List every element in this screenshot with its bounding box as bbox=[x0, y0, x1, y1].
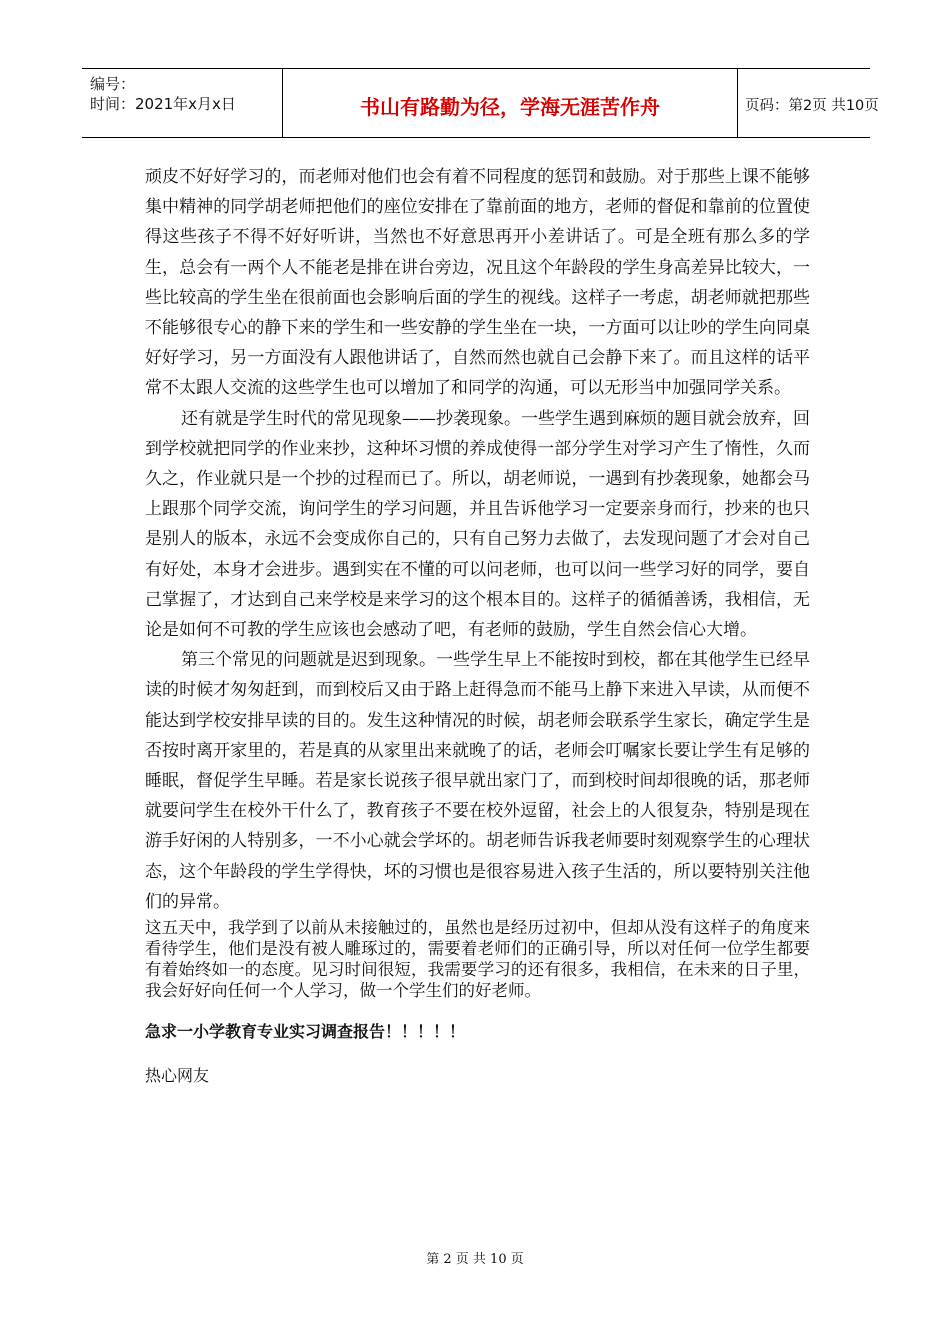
author-name: 热心网友 bbox=[145, 1066, 210, 1086]
header-page-label: 页码：第2页 共10页 bbox=[745, 98, 879, 114]
header-page-cell bbox=[737, 69, 879, 137]
header-motto: 书山有路勤为径，学海无涯苦作舟 bbox=[360, 95, 660, 119]
body-paragraph: 第三个常见的问题就是迟到现象。一些学生早上不能按时到校，都在其他学生已经早读的时候才匆匆赶到，而到校后又由于路上赶得急而不能马上静下来进入早读，从而便不能达到学校安排早读的目的。发生这种情况的时候，胡老师会联系学生家长，确定学生是否按时离开家里的，若是真的从家里出来就晚了的话，老师会叮嘱家长要让学生有足够的睡眠，督促学生早睡。若是家长说孩子很早就出家门了，而到校时间却很晚的话，那老师就要问学生在校外干什么了，教育孩子不要在校外逗留，社会上的人很复杂，特别是现在游手好闲的人特别多，一不小心就会学坏的。胡老师告诉我老师要时刻观察学生的心理状态，这个年龄段的学生学得快，坏的习惯也是很容易进入孩子生活的，所以要特别关注他们的异常。 bbox=[145, 650, 810, 912]
page-header bbox=[82, 68, 879, 138]
page-footer: 第 2 页 共 10 页 bbox=[426, 1252, 524, 1267]
document-body bbox=[145, 162, 810, 1087]
document-date-label: 时间：2021年x月x日 bbox=[90, 95, 236, 113]
body-paragraph: 这五天中，我学到了以前从未接触过的，虽然也是经历过初中，但却从没有这样子的角度来看待学生，他们是没有被人雕琢过的，需要着老师们的正确引导，所以对任何一位学生都要有着始终如一的态度。见习时间很短，我需要学习的还有很多，我相信，在未来的日子里，我会好好向任何一个人学习，做一个学生们的好老师。 bbox=[145, 918, 810, 1001]
body-paragraph: 顽皮不好好学习的，而老师对他们也会有着不同程度的惩罚和鼓励。对于那些上课不能够集中精神的同学胡老师把他们的座位安排在了靠前面的地方，老师的督促和靠前的位置使得这些孩子不得不好好听讲，当然也不好意思再开小差讲话了。可是全班有那么多的学生，总会有一两个人不能老是排在讲台旁边，况且这个年龄段的学生身高差异比较大，一些比较高的学生坐在很前面也会影响后面的学生的视线。这样子一考虑，胡老师就把那些不能够很专心的静下来的学生和一些安静的学生坐在一块，一方面可以让吵的学生向同桌好好学习，另一方面没有人跟他讲话了，自然而然也就自己会静下来了。而且这样的话平常不太跟人交流的这些学生也可以增加了和同学的沟通，可以无形当中加强同学关系。 bbox=[145, 167, 810, 399]
section-heading: 急求一小学教育专业实习调查报告！！！！！ bbox=[145, 1022, 466, 1042]
body-paragraph: 还有就是学生时代的常见现象——抄袭现象。一些学生遇到麻烦的题目就会放弃，回到学校就把同学的作业来抄，这种坏习惯的养成使得一部分学生对学习产生了惰性，久而久之，作业就只是一个抄的过程而已了。所以，胡老师说，一遇到有抄袭现象，她都会马上跟那个同学交流，询问学生的学习问题，并且告诉他学习一定要亲身而行，抄来的也只是别人的版本，永远不会变成你自己的，只有自己努力去做了，去发现问题了才会对自己有好处，本身才会进步。遇到实在不懂的可以问老师，也可以问一些学习好的同学，要自己掌握了，才达到自己来学校是来学习的这个根本目的。这样子的循循善诱，我相信，无论是如何不可教的学生应该也会感动了吧，有老师的鼓励，学生自然会信心大增。 bbox=[145, 408, 810, 641]
header-motto-cell bbox=[282, 69, 738, 137]
header-meta-cell bbox=[82, 69, 282, 137]
document-number-label: 编号： bbox=[90, 75, 136, 93]
